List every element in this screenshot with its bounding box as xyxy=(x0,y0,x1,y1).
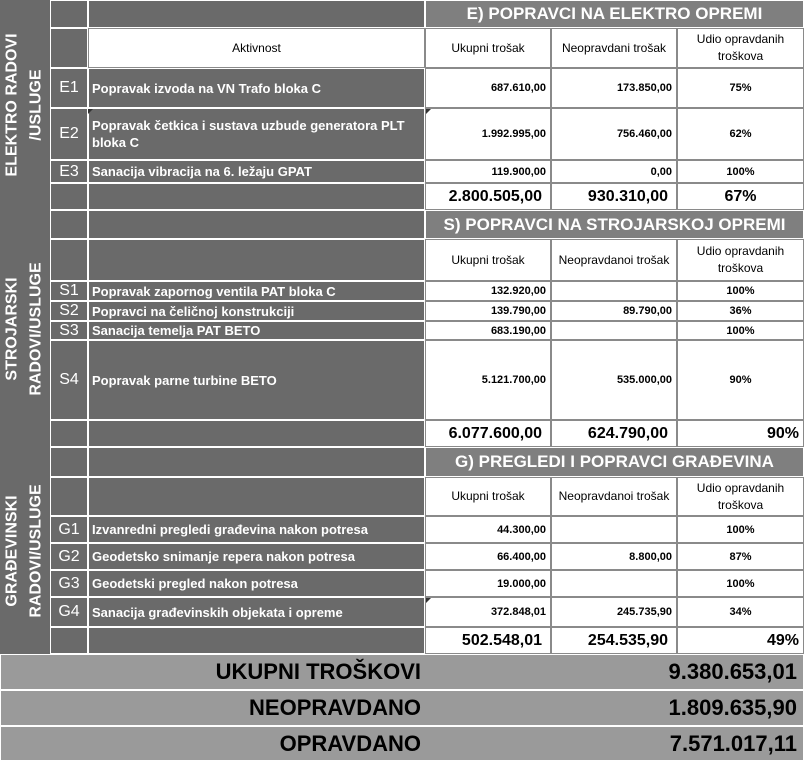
row-total: 683.190,00 xyxy=(425,321,551,340)
row-activity: Geodetsko snimanje repera nakon potresa xyxy=(88,543,425,570)
section-sum-total: 502.548,01 xyxy=(425,627,551,654)
row-code: E1 xyxy=(50,68,88,108)
row-activity: Popravak izvoda na VN Trafo bloka C xyxy=(88,68,425,108)
row-share: 100% xyxy=(677,321,804,340)
section-label-line1: ELEKTRO RADOVI xyxy=(4,33,21,177)
row-unjustified: 8.800,00 xyxy=(551,543,677,570)
row-code: G1 xyxy=(50,516,88,543)
row-unjustified: 173.850,00 xyxy=(551,68,677,108)
row-code: G3 xyxy=(50,570,88,597)
blank-cell xyxy=(88,477,425,516)
summary-total-label: UKUPNI TROŠKOVI xyxy=(215,659,421,684)
row-total: 66.400,00 xyxy=(425,543,551,570)
header-neopravdani-trosak: Neopravdanoi trošak xyxy=(551,477,677,516)
header-neopravdani-trosak: Neopravdani trošak xyxy=(551,28,677,68)
summary-unjustified-value: 1.809.635,90 xyxy=(668,695,797,720)
row-share: 100% xyxy=(677,570,804,597)
section-label-strojarski xyxy=(0,210,50,447)
blank-cell xyxy=(88,210,425,239)
section-label-line1: STROJARSKI xyxy=(4,276,21,381)
row-code: S3 xyxy=(50,321,88,340)
row-total: 132.920,00 xyxy=(425,281,551,301)
row-total: 5.121.700,00 xyxy=(425,340,551,420)
section-label-gradevinski xyxy=(0,447,50,654)
section-label-elektro xyxy=(0,0,50,210)
section-label-line2: RADOVI/USLUGE xyxy=(28,483,45,618)
row-share: 90% xyxy=(677,340,804,420)
row-activity: Izvanredni pregledi građevina nakon potresa xyxy=(88,516,425,543)
row-code: S2 xyxy=(50,301,88,321)
blank-cell xyxy=(88,627,425,654)
section-sum-share: 49% xyxy=(677,627,804,654)
summary-justified-row xyxy=(0,726,804,761)
row-share: 62% xyxy=(677,108,804,160)
row-unjustified xyxy=(551,516,677,543)
blank-cell xyxy=(88,239,425,281)
row-unjustified xyxy=(551,321,677,340)
row-total: 372.848,01 xyxy=(425,597,551,627)
blank-cell xyxy=(50,420,88,447)
row-code: G2 xyxy=(50,543,88,570)
blank-cell xyxy=(50,183,88,210)
blank-cell xyxy=(50,210,88,239)
summary-justified-label: OPRAVDANO xyxy=(279,730,421,756)
row-activity: Popravak parne turbine BETO xyxy=(88,340,425,420)
summary-total-row xyxy=(0,654,804,690)
row-total: 687.610,00 xyxy=(425,68,551,108)
header-ukupni-trosak: Ukupni trošak xyxy=(425,28,551,68)
row-total: 19.000,00 xyxy=(425,570,551,597)
row-code: E2 xyxy=(50,108,88,160)
blank-cell xyxy=(50,28,88,68)
section-sum-unjustified: 930.310,00 xyxy=(551,183,677,210)
section-title-s: S) POPRAVCI NA STROJARSKOJ OPREMI xyxy=(425,210,804,239)
comment-marker-icon xyxy=(426,598,431,603)
header-neopravdani-trosak: Neopravdanoi trošak xyxy=(551,239,677,281)
header-aktivnost: Aktivnost xyxy=(88,28,425,68)
row-unjustified xyxy=(551,570,677,597)
row-share: 87% xyxy=(677,543,804,570)
row-unjustified: 245.735,90 xyxy=(551,597,677,627)
row-total: 1.992.995,00 xyxy=(425,108,551,160)
row-total: 119.900,00 xyxy=(425,160,551,183)
row-total: 139.790,00 xyxy=(425,301,551,321)
header-udio: Udio opravdanih troškova xyxy=(677,239,804,281)
row-activity: Popravci na čeličnoj konstrukciji xyxy=(88,301,425,321)
section-title-g: G) PREGLEDI I POPRAVCI GRAĐEVINA xyxy=(425,447,804,477)
summary-unjustified-label: NEOPRAVDANO xyxy=(249,695,421,720)
row-code: S4 xyxy=(50,340,88,420)
section-sum-share: 90% xyxy=(677,420,804,447)
row-share: 100% xyxy=(677,516,804,543)
row-unjustified: 89.790,00 xyxy=(551,301,677,321)
comment-marker-icon xyxy=(426,109,431,114)
row-activity: Geodetski pregled nakon potresa xyxy=(88,570,425,597)
blank-cell xyxy=(88,0,425,28)
section-sum-unjustified: 624.790,00 xyxy=(551,420,677,447)
section-label-line2: /USLUGE xyxy=(28,69,45,141)
section-label-line2: RADOVI/USLUGE xyxy=(28,261,45,396)
section-label-line1: GRAĐEVINSKI xyxy=(4,494,21,607)
summary-total-value: 9.380.653,01 xyxy=(668,659,797,684)
row-share: 34% xyxy=(677,597,804,627)
blank-cell xyxy=(50,447,88,477)
row-unjustified xyxy=(551,281,677,301)
row-unjustified: 0,00 xyxy=(551,160,677,183)
row-unjustified: 535.000,00 xyxy=(551,340,677,420)
blank-cell xyxy=(50,0,88,28)
section-sum-share: 67% xyxy=(677,183,804,210)
row-share: 75% xyxy=(677,68,804,108)
row-share: 100% xyxy=(677,160,804,183)
row-total: 44.300,00 xyxy=(425,516,551,543)
row-activity: Sanacija građevinskih objekata i opreme xyxy=(88,597,425,627)
section-sum-total: 2.800.505,00 xyxy=(425,183,551,210)
blank-cell xyxy=(88,183,425,210)
row-code: G4 xyxy=(50,597,88,627)
row-share: 36% xyxy=(677,301,804,321)
header-ukupni-trosak: Ukupni trošak xyxy=(425,239,551,281)
row-code: E3 xyxy=(50,160,88,183)
row-share: 100% xyxy=(677,281,804,301)
section-title-e: E) POPRAVCI NA ELEKTRO OPREMI xyxy=(425,0,804,28)
blank-cell xyxy=(50,239,88,281)
summary-justified-value: 7.571.017,11 xyxy=(669,730,797,756)
section-sum-total: 6.077.600,00 xyxy=(425,420,551,447)
row-code: S1 xyxy=(50,281,88,301)
header-ukupni-trosak: Ukupni trošak xyxy=(425,477,551,516)
row-activity: Popravak zapornog ventila PAT bloka C xyxy=(88,281,425,301)
blank-cell xyxy=(50,477,88,516)
blank-cell xyxy=(88,447,425,477)
row-activity: Sanacija temelja PAT BETO xyxy=(88,321,425,340)
row-activity: Popravak četkica i sustava uzbude generatora PLT bloka C xyxy=(88,108,425,160)
blank-cell xyxy=(50,627,88,654)
row-activity: Sanacija vibracija na 6. ležaju GPAT xyxy=(88,160,425,183)
header-udio: Udio opravdanih troškova xyxy=(677,28,804,68)
summary-unjustified-row xyxy=(0,690,804,726)
row-unjustified: 756.460,00 xyxy=(551,108,677,160)
blank-cell xyxy=(88,420,425,447)
comment-marker-icon xyxy=(88,109,93,114)
section-sum-unjustified: 254.535,90 xyxy=(551,627,677,654)
header-udio: Udio opravdanih troškova xyxy=(677,477,804,516)
